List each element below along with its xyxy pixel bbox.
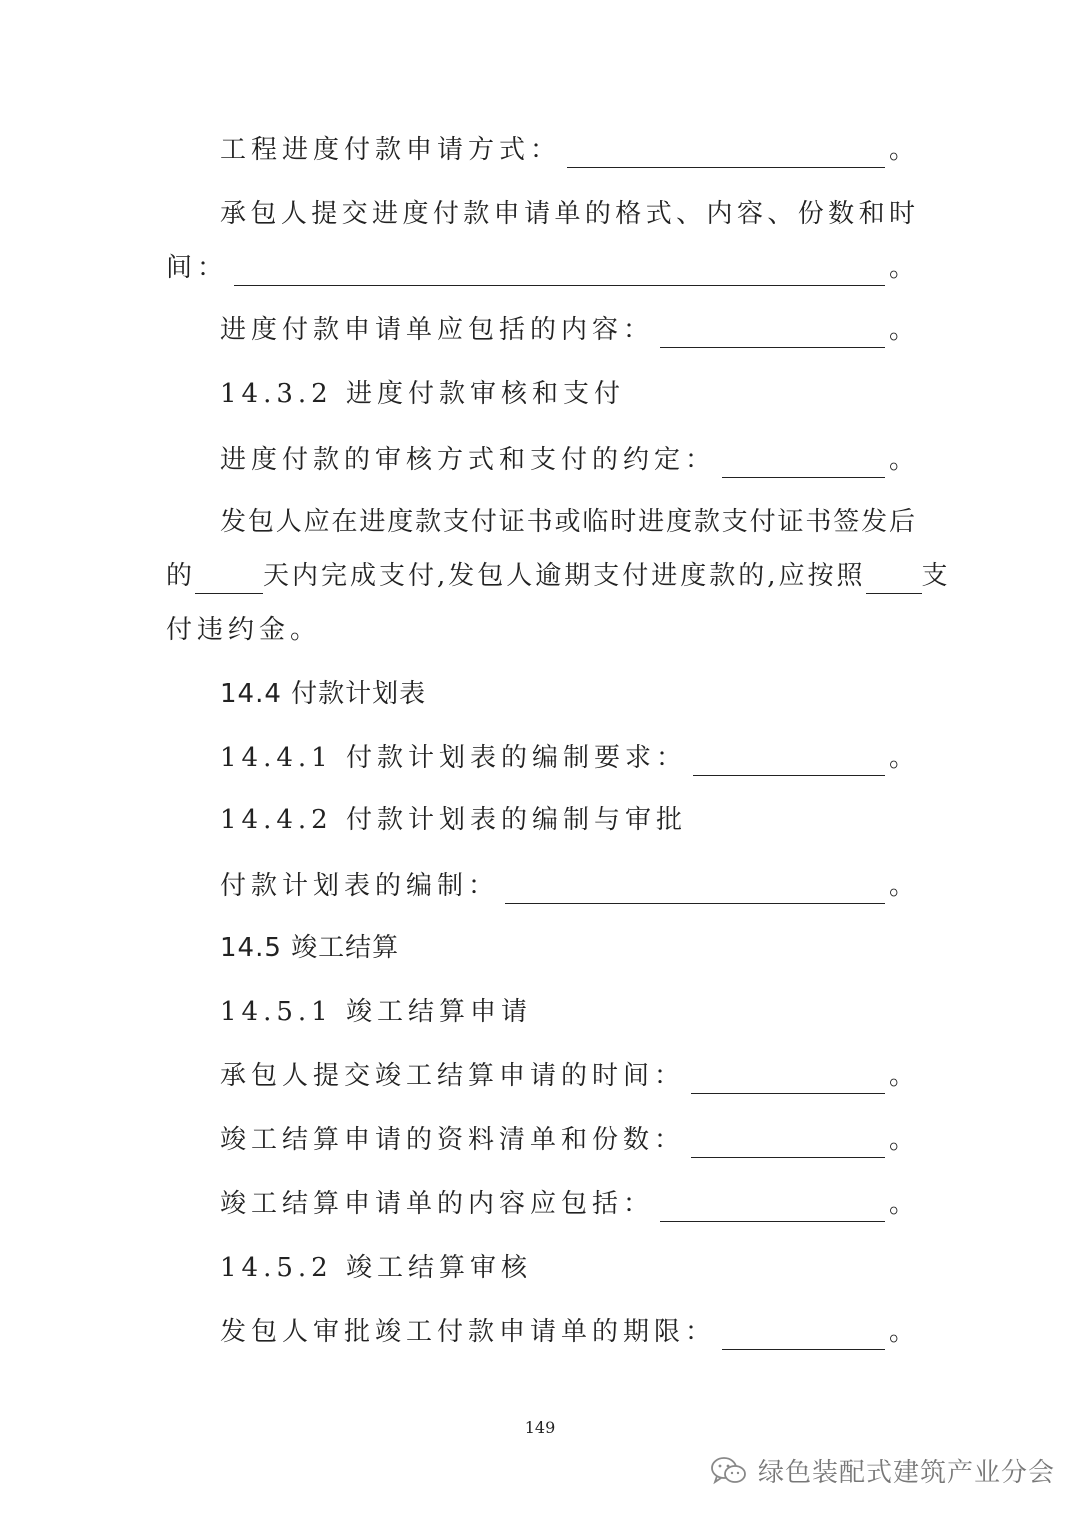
blank-field[interactable] xyxy=(693,747,885,776)
section-heading-14-5: 14.5 竣工结算 xyxy=(220,933,400,963)
line-settlement-content: 竣工结算申请单的内容应包括： 。 xyxy=(220,1186,915,1222)
blank-field[interactable] xyxy=(722,1321,885,1350)
blank-field[interactable] xyxy=(234,257,885,286)
subsection-14-4-2: 14.4.2 付款计划表的编制与审批 xyxy=(220,805,687,835)
line-payment-method: 工程进度付款申请方式： 。 xyxy=(220,132,915,168)
label: 14.4.1 付款计划表的编制要求： xyxy=(220,743,687,773)
blank-field[interactable] xyxy=(691,1065,885,1094)
line-settlement-materials: 竣工结算申请的资料清单和份数： 。 xyxy=(220,1122,915,1158)
blank-field[interactable] xyxy=(660,1193,885,1222)
label: 竣工结算申请单的内容应包括： xyxy=(220,1189,655,1219)
label: 进度付款的审核方式和支付的约定： xyxy=(220,445,717,475)
label: 间： xyxy=(166,253,229,283)
label: 付款计划表的编制： xyxy=(220,871,500,901)
wechat-icon xyxy=(710,1455,748,1487)
line-time: 间： 。 xyxy=(166,250,915,286)
blank-field[interactable] xyxy=(691,1129,885,1158)
subsection-14-3-2: 14.3.2 进度付款审核和支付 xyxy=(220,379,625,409)
blank-field[interactable] xyxy=(660,319,885,348)
line-content: 进度付款申请单应包括的内容： 。 xyxy=(220,312,915,348)
blank-field[interactable] xyxy=(505,875,885,904)
label: 竣工结算申请的资料清单和份数： xyxy=(220,1125,686,1155)
watermark: 绿色装配式建筑产业分会 xyxy=(710,1452,1055,1489)
line-issuer: 发包人应在进度款支付证书或临时进度款支付证书签发后 xyxy=(220,507,915,537)
line-approval-deadline: 发包人审批竣工付款申请单的期限： 。 xyxy=(220,1314,915,1350)
label: 发包人审批竣工付款申请单的期限： xyxy=(220,1317,717,1347)
blank-days[interactable] xyxy=(195,567,263,594)
line-review: 进度付款的审核方式和支付的约定： 。 xyxy=(220,442,915,478)
page-number: 149 xyxy=(524,1418,556,1437)
subsection-14-5-1: 14.5.1 竣工结算申请 xyxy=(220,997,532,1027)
line-settlement-time: 承包人提交竣工结算申请的时间： 。 xyxy=(220,1058,915,1094)
blank-penalty[interactable] xyxy=(866,567,922,594)
label: 进度付款申请单应包括的内容： xyxy=(220,315,655,345)
blank-field[interactable] xyxy=(567,139,885,168)
line-format: 承包人提交进度付款申请单的格式、内容、份数和时 xyxy=(220,199,915,229)
blank-field[interactable] xyxy=(722,449,885,478)
label: 承包人提交竣工结算申请的时间： xyxy=(220,1061,686,1091)
line-plan-requirements: 14.4.1 付款计划表的编制要求： 。 xyxy=(220,740,915,776)
subsection-14-5-2: 14.5.2 竣工结算审核 xyxy=(220,1253,532,1283)
line-plan-compilation: 付款计划表的编制： 。 xyxy=(220,868,915,904)
line-penalty: 付违约金。 xyxy=(166,615,322,645)
label: 工程进度付款申请方式： xyxy=(220,135,562,165)
section-heading-14-4: 14.4 付款计划表 xyxy=(220,679,427,709)
line-payment-days: 的 天内完成支付,发包人逾期支付进度款的,应按照 支 xyxy=(166,558,915,594)
